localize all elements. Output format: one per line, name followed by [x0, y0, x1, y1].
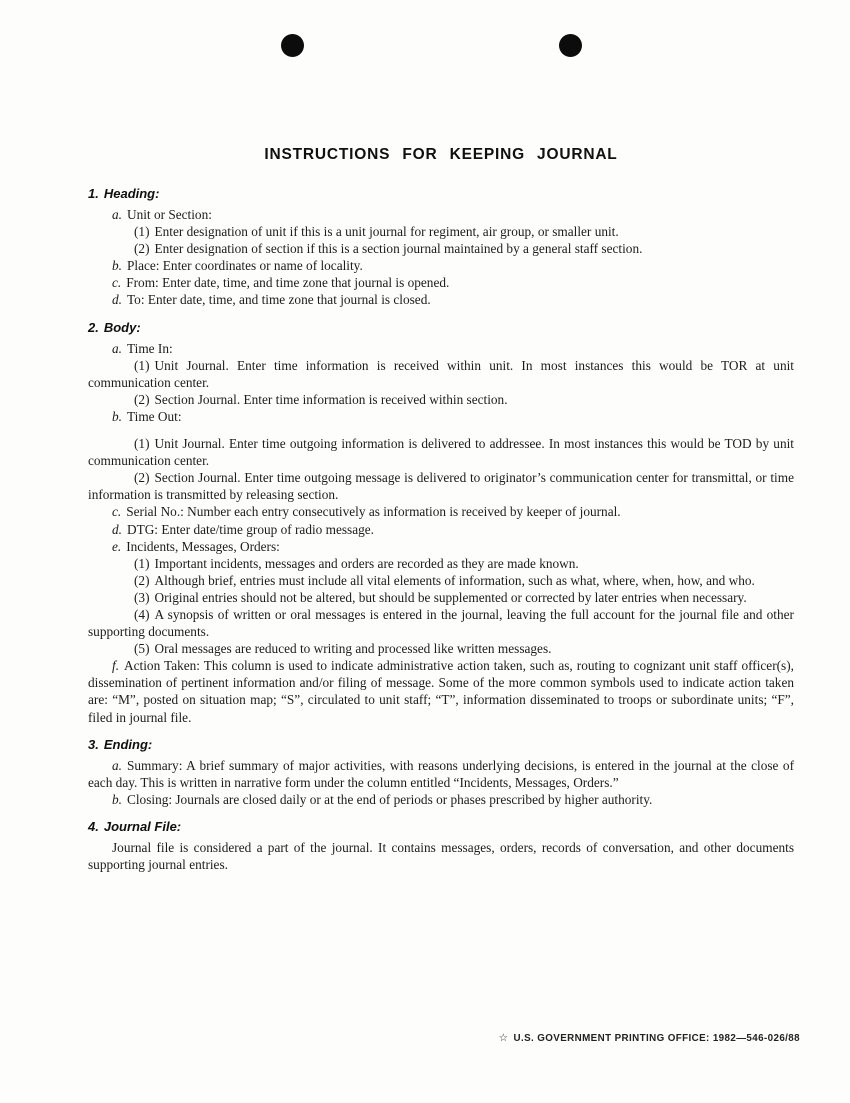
paragraph-text: To: Enter date, time, and time zone that journal is closed. — [126, 292, 431, 308]
paragraph — [88, 357, 794, 391]
section-heading — [88, 737, 794, 752]
paragraph-lead: b. — [112, 258, 122, 274]
section-number: 3. — [88, 736, 99, 752]
paragraph — [88, 640, 794, 657]
section-1 — [88, 186, 794, 309]
paragraph-lead: a. — [112, 207, 122, 222]
paragraph — [88, 340, 794, 357]
paragraph — [88, 408, 794, 425]
punch-hole-left — [281, 34, 304, 57]
paragraph — [88, 757, 794, 791]
paragraph-lead: (1) — [134, 357, 150, 373]
paragraph-lead: c. — [112, 275, 122, 291]
section-title: Ending: — [103, 736, 153, 752]
paragraph-lead: (5) — [134, 641, 150, 657]
paragraph-text: Enter designation of unit if this is a unit journal for regiment, air group, or smaller unit. — [154, 224, 619, 240]
paragraph-text: DTG: Enter date/time group of radio message. — [126, 521, 375, 537]
paragraph — [88, 555, 794, 572]
paragraph-text: Important incidents, messages and orders are recorded as they are made known. — [154, 555, 579, 571]
paragraph-lead: (2) — [134, 391, 150, 407]
paragraph-lead: e. — [112, 538, 122, 554]
paragraph — [88, 589, 794, 606]
paragraph-text: Unit or Section: — [126, 207, 212, 222]
section-4 — [88, 819, 794, 873]
paragraph — [88, 572, 794, 589]
paragraph-text: Time Out: — [126, 408, 182, 424]
paragraph — [88, 435, 794, 469]
paragraph — [88, 291, 794, 308]
paragraph — [88, 223, 794, 240]
paragraph-text: Oral messages are reduced to writing and processed like written messages. — [154, 641, 552, 657]
paragraph — [88, 257, 794, 274]
paragraph — [88, 469, 794, 503]
paragraph — [88, 521, 794, 538]
paragraph-lead: (4) — [134, 606, 150, 622]
paragraph-lead: d. — [112, 292, 122, 308]
paragraph — [88, 839, 794, 873]
paragraph-text: Unit Journal. Enter time outgoing information is delivered to addressee. In most instances this would be TOD by unit communication center. — [88, 436, 794, 469]
paragraph — [88, 791, 794, 808]
paragraph-text: Original entries should not be altered, but should be supplemented or corrected by later entries when necessary. — [154, 589, 747, 605]
section-3 — [88, 737, 794, 808]
document-content — [88, 146, 794, 873]
paragraph-text: From: Enter date, time, and time zone that journal is opened. — [126, 275, 450, 291]
paragraph-lead: (2) — [134, 470, 150, 486]
section-2 — [88, 320, 794, 726]
paragraph-lead: a. — [112, 757, 122, 773]
paragraph-text: Action Taken: This column is used to indicate administrative action taken, such as, routing to cognizant unit staff officer(s), dissemination of pertinent information and/or filing of message. Some of the more common symbols used to indicate action taken are: “M”, posted on situation map; “S”, circulated to unit staff; “T”, information disseminated to troops or subordinate units; “F”, filed in journal file. — [88, 658, 794, 725]
document-sections — [88, 186, 794, 873]
paragraph-lead: (2) — [134, 572, 150, 588]
paragraph-text: Incidents, Messages, Orders: — [126, 538, 280, 554]
paragraph-lead: (3) — [134, 589, 150, 605]
paragraph-lead: f. — [112, 658, 120, 674]
paragraph-text: A synopsis of written or oral messages is entered in the journal, leaving the full account for the journal file and other supporting documents. — [88, 606, 794, 640]
section-heading — [88, 186, 794, 201]
section-title: Journal File: — [103, 818, 182, 834]
document-title: INSTRUCTIONS FOR KEEPING JOURNAL — [264, 146, 618, 163]
punch-hole-right — [559, 34, 582, 57]
section-title: Body: — [103, 319, 141, 335]
paragraph — [88, 503, 794, 520]
section-heading — [88, 819, 794, 834]
paragraph-text: Summary: A brief summary of major activities, with reasons underlying decisions, is entered in the journal at the close of each day. This is written in narrative form under the column entitled “Incidents, Messages, Orders.” — [88, 757, 794, 790]
section-title: Heading: — [103, 186, 160, 201]
paragraph-text: Although brief, entries must include all vital elements of information, such as what, where, when, how, and who. — [154, 572, 755, 588]
paragraph-lead: a. — [112, 340, 122, 356]
paragraph-lead: c. — [112, 504, 122, 520]
printing-office-text: U.S. GOVERNMENT PRINTING OFFICE: 1982—546-026/88 — [513, 1033, 800, 1044]
paragraph — [88, 274, 794, 291]
paragraph-lead: (1) — [134, 224, 150, 240]
section-number: 1. — [88, 186, 99, 201]
paragraph — [88, 538, 794, 555]
section-heading — [88, 320, 794, 335]
printing-office-note — [499, 1032, 800, 1044]
paragraph-text: Time In: — [126, 340, 173, 356]
paragraph-text: Place: Enter coordinates or name of locality. — [126, 258, 363, 274]
paragraph-lead: (2) — [134, 241, 150, 257]
paragraph-text: Section Journal. Enter time information is received within section. — [154, 391, 508, 407]
paragraph — [88, 391, 794, 408]
paragraph-text: Section Journal. Enter time outgoing message is delivered to originator’s communication center for transmittal, or time information is transmitted by releasing section. — [88, 470, 794, 503]
paragraph-text: Closing: Journals are closed daily or at the end of periods or phases prescribed by higher authority. — [126, 791, 653, 807]
star-icon: ☆ — [498, 1032, 509, 1044]
paragraph-text: Journal file is considered a part of the journal. It contains messages, orders, records of conversation, and other documents supporting journal entries. — [88, 839, 794, 872]
paragraph-lead: b. — [112, 408, 122, 424]
paragraph-lead: d. — [112, 521, 122, 537]
paragraph-lead: b. — [112, 791, 122, 807]
paragraph-lead: (1) — [134, 436, 150, 452]
paragraph — [88, 240, 794, 257]
section-number: 2. — [88, 319, 99, 335]
section-number: 4. — [88, 818, 99, 834]
paragraph-text: Unit Journal. Enter time information is received within unit. In most instances this would be TOR at unit communication center. — [88, 357, 794, 390]
paragraph — [88, 606, 794, 640]
paragraph-text: Enter designation of section if this is a section journal maintained by a general staff section. — [154, 241, 643, 257]
paragraph — [88, 657, 794, 725]
paragraph-text: Serial No.: Number each entry consecutively as information is received by keeper of journal. — [126, 504, 621, 520]
paragraph — [88, 206, 794, 223]
paragraph-lead: (1) — [134, 555, 150, 571]
